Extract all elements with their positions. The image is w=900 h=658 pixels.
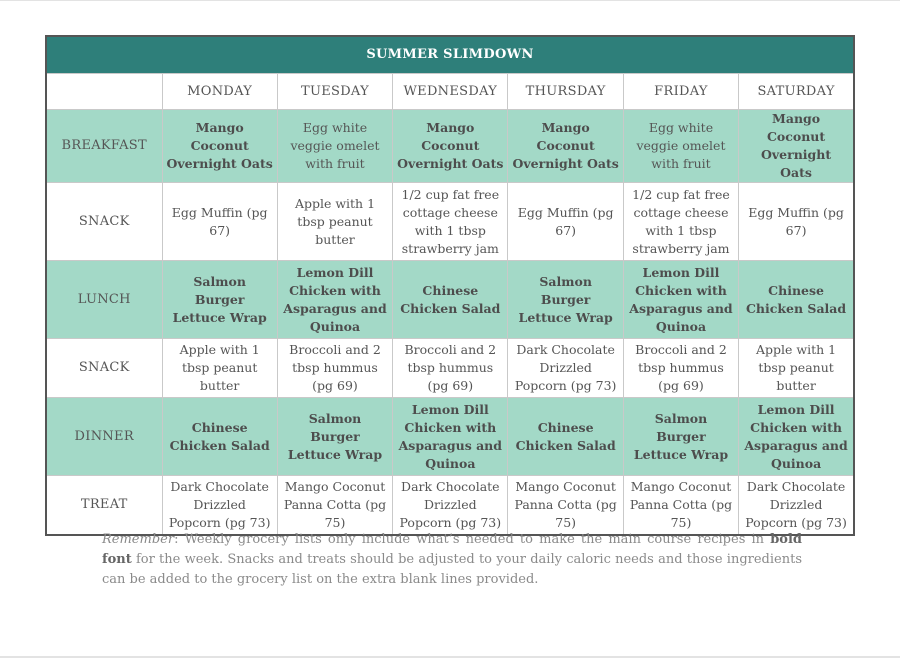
meal-plan-table: [45, 35, 855, 536]
corner-cell: [46, 74, 162, 110]
meal-cell: Apple with 1 tbsp peanut butter: [277, 183, 392, 261]
day-header-row: [46, 74, 854, 110]
meal-label: SNACK: [46, 339, 162, 398]
note-text-2: for the week. Snacks and treats should be adjusted to your daily caloric needs and those ingredients can be added to the grocery list on the extra blank lines provided.: [102, 552, 802, 587]
meal-cell: Salmon Burger Lettuce Wrap: [623, 398, 738, 476]
table-row: [46, 110, 854, 183]
day-header: THURSDAY: [508, 74, 623, 110]
page-top-border: [0, 0, 900, 1]
table-title: SUMMER SLIMDOWN: [46, 36, 854, 74]
meal-cell: Dark Chocolate Drizzled Popcorn (pg 73): [508, 339, 623, 398]
meal-cell: Lemon Dill Chicken with Asparagus and Quinoa: [393, 398, 508, 476]
meal-cell: Mango Coconut Overnight Oats: [739, 110, 854, 183]
meal-cell: Broccoli and 2 tbsp hummus (pg 69): [623, 339, 738, 398]
meal-cell: Chinese Chicken Salad: [508, 398, 623, 476]
meal-cell: Lemon Dill Chicken with Asparagus and Quinoa: [277, 261, 392, 339]
meal-cell: Mango Coconut Overnight Oats: [393, 110, 508, 183]
table-row: [46, 476, 854, 535]
note-bold: bold font: [102, 532, 802, 567]
meal-cell: Mango Coconut Overnight Oats: [162, 110, 277, 183]
note-text-1: : Weekly grocery lists only include what’s needed to make the main course recipes in: [174, 532, 771, 547]
meal-cell: Mango Coconut Panna Cotta (pg 75): [277, 476, 392, 535]
meal-cell: Chinese Chicken Salad: [393, 261, 508, 339]
meal-label: SNACK: [46, 183, 162, 261]
meal-cell: Dark Chocolate Drizzled Popcorn (pg 73): [739, 476, 854, 535]
meal-cell: Dark Chocolate Drizzled Popcorn (pg 73): [393, 476, 508, 535]
meal-cell: Mango Coconut Panna Cotta (pg 75): [508, 476, 623, 535]
meal-cell: Apple with 1 tbsp peanut butter: [162, 339, 277, 398]
meal-cell: 1/2 cup fat free cottage cheese with 1 tbsp strawberry jam: [393, 183, 508, 261]
day-header: FRIDAY: [623, 74, 738, 110]
meal-cell: Salmon Burger Lettuce Wrap: [508, 261, 623, 339]
note-lead: Remember: [102, 532, 175, 547]
meal-cell: Chinese Chicken Salad: [739, 261, 854, 339]
table-title-row: [46, 36, 854, 74]
meal-label: DINNER: [46, 398, 162, 476]
meal-cell: Lemon Dill Chicken with Asparagus and Quinoa: [739, 398, 854, 476]
day-header: SATURDAY: [739, 74, 854, 110]
meal-cell: Dark Chocolate Drizzled Popcorn (pg 73): [162, 476, 277, 535]
reminder-note: [102, 530, 802, 590]
table-row: [46, 261, 854, 339]
table-row: [46, 339, 854, 398]
meal-cell: Salmon Burger Lettuce Wrap: [162, 261, 277, 339]
table-row: [46, 398, 854, 476]
meal-cell: Mango Coconut Panna Cotta (pg 75): [623, 476, 738, 535]
meal-label: BREAKFAST: [46, 110, 162, 183]
meal-cell: Broccoli and 2 tbsp hummus (pg 69): [393, 339, 508, 398]
meal-cell: Mango Coconut Overnight Oats: [508, 110, 623, 183]
day-header: MONDAY: [162, 74, 277, 110]
meal-cell: Egg Muffin (pg 67): [508, 183, 623, 261]
meal-cell: Salmon Burger Lettuce Wrap: [277, 398, 392, 476]
meal-cell: Egg Muffin (pg 67): [162, 183, 277, 261]
meal-cell: Broccoli and 2 tbsp hummus (pg 69): [277, 339, 392, 398]
meal-cell: Apple with 1 tbsp peanut butter: [739, 339, 854, 398]
meal-label: TREAT: [46, 476, 162, 535]
meal-cell: Lemon Dill Chicken with Asparagus and Quinoa: [623, 261, 738, 339]
meal-cell: Egg white veggie omelet with fruit: [277, 110, 392, 183]
day-header: WEDNESDAY: [393, 74, 508, 110]
table-row: [46, 183, 854, 261]
meal-cell: Chinese Chicken Salad: [162, 398, 277, 476]
meal-cell: Egg Muffin (pg 67): [739, 183, 854, 261]
day-header: TUESDAY: [277, 74, 392, 110]
meal-cell: Egg white veggie omelet with fruit: [623, 110, 738, 183]
meal-cell: 1/2 cup fat free cottage cheese with 1 tbsp strawberry jam: [623, 183, 738, 261]
meal-label: LUNCH: [46, 261, 162, 339]
